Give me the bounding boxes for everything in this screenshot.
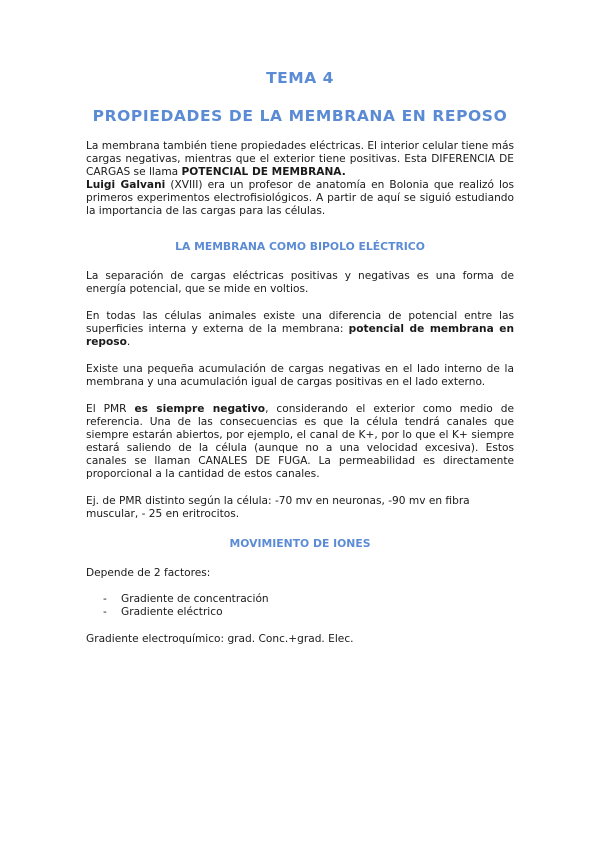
list-item-label: Gradiente eléctrico [121,606,223,618]
list-dash: - [103,606,107,618]
intro-paragraph [86,140,514,218]
paragraph-energy: La separación de cargas eléctricas positivas y negativas es una forma de energía potencial, que se mide en voltios. [86,270,514,295]
section-heading-iones: MOVIMIENTO DE IONES [229,537,371,550]
chapter-number: TEMA 4 [266,69,334,87]
list-item [86,606,514,619]
page-title: PROPIEDADES DE LA MEMBRANA EN REPOSO [92,107,508,125]
potential-end: . [126,336,131,348]
potential-bold-term: potencial de membrana en reposo [86,323,515,348]
list-item-label: Gradiente de concentración [121,593,269,605]
page-content [86,68,514,646]
paragraph-electrochemical: Gradiente electroquímico: grad. Conc.+grad. Elec. [86,633,354,645]
intro-text: La membrana también tiene propiedades eléctricas. El interior celular tiene más cargas negativas, mientras que el exterior tiene positivas. Esta DIFERENCIA DE CARGAS se llama [86,140,514,178]
paragraph-accumulation: Existe una pequeña acumulación de cargas negativas en el lado interno de la membrana y una acumulación igual de cargas positivas en el lado externo. [86,363,514,388]
pmr-bold-term: es siempre negativo [134,403,266,415]
list-dash: - [103,593,107,605]
pmr-text-rest: , considerando el exterior como medio de referencia. Una de las consecuencias es que la célula tendrá canales que siempre estarán abiertos, por ejemplo, el canal de K+, por lo que el K+ siempre estará saliendo de la célula (aunque no a una velocidad excesiva). Estos canales se llaman CANALES DE FUGA. La permeabilidad es directamente proporcional a la cantidad de estos canales. [86,403,514,480]
factors-list [86,593,514,619]
galvani-text: (XVIII) era un profesor de anatomía en Bolonia que realizó los primeros experimentos electrofisiológicos. A partir de aquí se siguió estudiando la importancia de las cargas para las células. [86,179,514,217]
potential-text: En todas las células animales existe una diferencia de potencial entre las superficies interna y externa de la membrana: [86,310,514,335]
intro-bold-term: POTENCIAL DE MEMBRANA. [181,166,346,178]
pmr-text-start: El PMR [86,403,135,415]
galvani-name: Luigi Galvani [86,179,166,191]
paragraph-examples: Ej. de PMR distinto según la célula: -70 mv en neuronas, -90 mv en fibra muscular, - 25 en eritrocitos. [86,495,470,520]
section-heading-bipolo: LA MEMBRANA COMO BIPOLO ELÉCTRICO [175,240,425,253]
paragraph-potential [86,310,514,349]
list-item [86,593,514,606]
paragraph-factors: Depende de 2 factores: [86,567,211,579]
paragraph-pmr [86,403,514,481]
